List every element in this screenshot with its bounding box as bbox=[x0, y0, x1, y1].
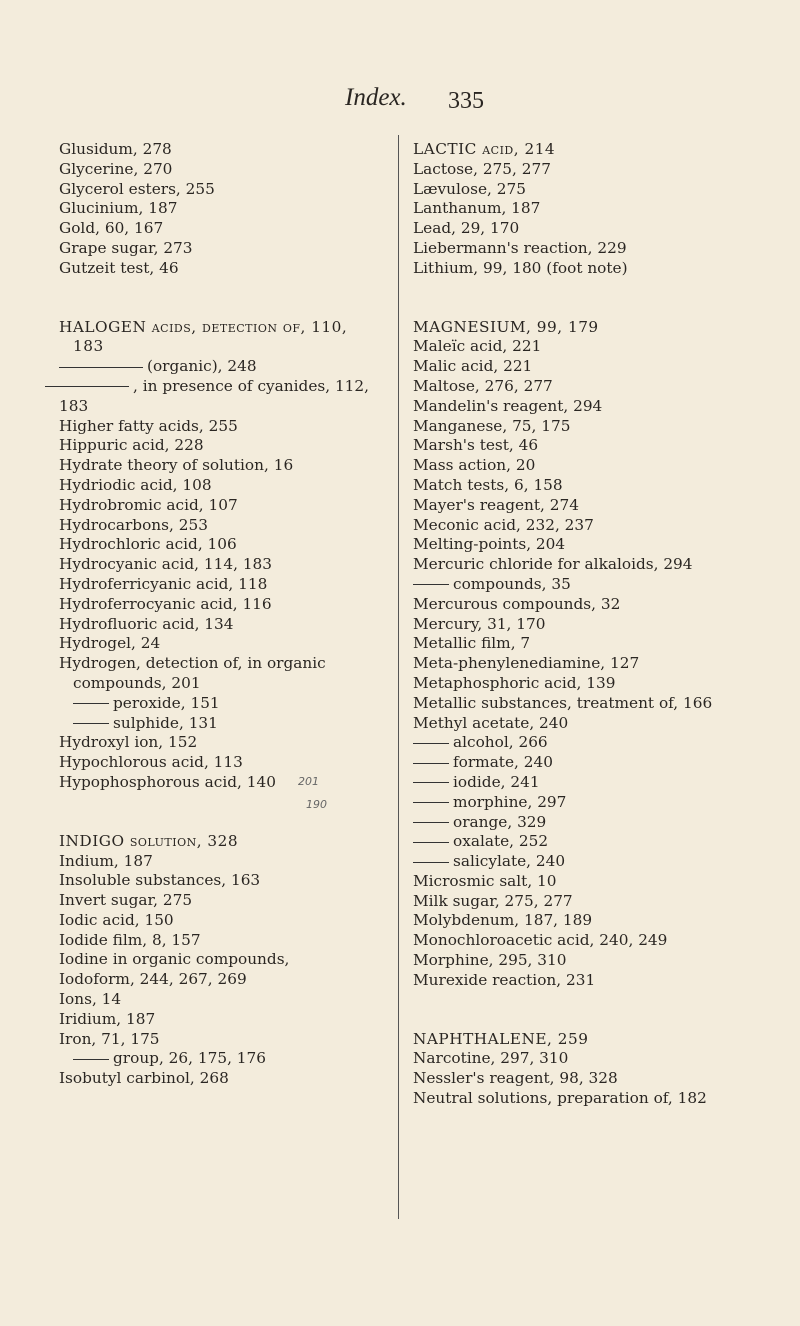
index-subentry: salicylate, 240 bbox=[413, 852, 733, 872]
index-entry: Murexide reaction, 231 bbox=[413, 970, 596, 989]
dash-icon bbox=[45, 386, 129, 387]
index-entry: Morphine, 295, 310 bbox=[413, 951, 567, 970]
index-entry: Lactose, 275, 277 bbox=[413, 159, 551, 178]
index-entry: Hydroxyl ion, 152 bbox=[59, 733, 198, 752]
page-number: 335 bbox=[448, 88, 484, 114]
index-entry: Lead, 29, 170 bbox=[413, 219, 520, 238]
dash-icon bbox=[73, 1059, 109, 1060]
index-entry: Hydroferrocyanic acid, 116 bbox=[59, 594, 272, 613]
index-entry: Match tests, 6, 158 bbox=[413, 475, 563, 494]
index-entry: Isobutyl carbinol, 268 bbox=[59, 1069, 229, 1088]
index-entry: Iodine in organic compounds, bbox=[59, 950, 290, 969]
index-entry: Mayer's reagent, 274 bbox=[413, 495, 579, 514]
index-entry: Meta-phenylenediamine, 127 bbox=[413, 654, 640, 673]
index-entry: Invert sugar, 275 bbox=[59, 891, 193, 910]
dash-icon bbox=[413, 842, 449, 843]
dash-icon bbox=[413, 743, 449, 744]
index-entry: Metaphosphoric acid, 139 bbox=[413, 673, 616, 692]
index-entry: Microsmic salt, 10 bbox=[413, 871, 557, 890]
dash-icon bbox=[73, 703, 109, 704]
index-subentry: group, 26, 175, 176 bbox=[59, 1049, 379, 1069]
index-entry: Ions, 14 bbox=[59, 990, 122, 1009]
index-entry: Monochloroacetic acid, 240, 249 bbox=[413, 931, 668, 950]
column-divider bbox=[398, 135, 399, 1219]
index-entry: Metallic substances, treatment of, 166 bbox=[413, 693, 713, 712]
index-entry: Glusidum, 278 bbox=[59, 140, 172, 158]
index-entry: Molybdenum, 187, 189 bbox=[413, 911, 593, 930]
index-entry: Higher fatty acids, 255 bbox=[59, 416, 238, 435]
index-entry: Mandelin's reagent, 294 bbox=[413, 396, 603, 415]
index-entry: LACTIC acid, 214 bbox=[413, 140, 556, 158]
index-entry: Hydrate theory of solution, 16 bbox=[59, 456, 294, 475]
index-entry: Mercurous compounds, 32 bbox=[413, 594, 621, 613]
index-entry: Hypochlorous acid, 113 bbox=[59, 753, 243, 772]
index-entry: Hippuric acid, 228 bbox=[59, 436, 204, 455]
index-subentry: morphine, 297 bbox=[413, 793, 733, 813]
index-entry: Hydroferricyanic acid, 118 bbox=[59, 574, 268, 593]
index-entry: Marsh's test, 46 bbox=[413, 436, 539, 455]
pencil-annotation: 190 bbox=[306, 798, 327, 811]
index-entry: Insoluble substances, 163 bbox=[59, 871, 261, 890]
index-entry: Methyl acetate, 240 bbox=[413, 713, 569, 732]
index-entry: HALOGEN acids, detection of, 110, 183 bbox=[59, 317, 348, 356]
dash-icon bbox=[413, 584, 449, 585]
index-entry: Grape sugar, 273 bbox=[59, 238, 193, 257]
index-entry: Hydriodic acid, 108 bbox=[59, 475, 212, 494]
dash-icon bbox=[413, 802, 449, 803]
dash-icon bbox=[413, 862, 449, 863]
index-subentry: formate, 240 bbox=[413, 753, 733, 773]
dash-icon bbox=[413, 782, 449, 783]
index-entry: Hydrocyanic acid, 114, 183 bbox=[59, 555, 273, 574]
index-subentry: peroxide, 151 bbox=[59, 694, 379, 714]
index-entry: Liebermann's reaction, 229 bbox=[413, 238, 627, 257]
index-entry: Melting-points, 204 bbox=[413, 535, 566, 554]
index-entry: Iodoform, 244, 267, 269 bbox=[59, 970, 247, 989]
dash-icon bbox=[413, 763, 449, 764]
index-subentry: alcohol, 266 bbox=[413, 733, 733, 753]
index-entry: Milk sugar, 275, 277 bbox=[413, 891, 573, 910]
index-entry: INDIGO solution, 328 bbox=[59, 831, 239, 850]
index-entry: Maleïc acid, 221 bbox=[413, 337, 542, 356]
index-entry: Lithium, 99, 180 (foot note) bbox=[413, 258, 628, 277]
index-subentry: compounds, 35 bbox=[413, 575, 733, 595]
index-entry: Glycerine, 270 bbox=[59, 159, 173, 178]
index-entry: Glycerol esters, 255 bbox=[59, 179, 215, 198]
index-entry: Hydrogen, detection of, in organic compounds, 201 bbox=[59, 654, 326, 692]
index-entry: Mercuric chloride for alkaloids, 294 bbox=[413, 555, 693, 574]
right-column bbox=[413, 140, 733, 1109]
index-entry: Gutzeit test, 46 bbox=[59, 258, 179, 277]
index-entry: Iodic acid, 150 bbox=[59, 910, 174, 929]
index-entry: Lævulose, 275 bbox=[413, 179, 526, 198]
index-entry: Hydrobromic acid, 107 bbox=[59, 495, 238, 514]
dash-icon bbox=[59, 367, 143, 368]
dash-icon bbox=[73, 723, 109, 724]
index-entry: Meconic acid, 232, 237 bbox=[413, 515, 594, 534]
index-subentry: , in presence of cyanides, 112, 183 bbox=[59, 377, 379, 417]
index-entry: Hydrocarbons, 253 bbox=[59, 515, 208, 534]
index-entry: Hypophosphorous acid, 140 bbox=[59, 772, 276, 791]
index-entry: Metallic film, 7 bbox=[413, 634, 531, 653]
index-entry: Mass action, 20 bbox=[413, 456, 536, 475]
index-entry: Iodide film, 8, 157 bbox=[59, 930, 201, 949]
index-entry: Iron, 71, 175 bbox=[59, 1029, 160, 1048]
index-entry: Indium, 187 bbox=[59, 851, 153, 870]
index-entry: Lanthanum, 187 bbox=[413, 199, 541, 218]
index-entry: Gold, 60, 167 bbox=[59, 219, 164, 238]
index-subentry: sulphide, 131 bbox=[59, 714, 379, 734]
index-entry: Glucinium, 187 bbox=[59, 199, 178, 218]
page-title: Index. bbox=[345, 84, 407, 111]
index-entry: Narcotine, 297, 310 bbox=[413, 1049, 569, 1068]
index-entry: Hydrogel, 24 bbox=[59, 634, 161, 653]
index-entry: Nessler's reagent, 98, 328 bbox=[413, 1069, 618, 1088]
index-entry: Hydrofluoric acid, 134 bbox=[59, 614, 234, 633]
left-column bbox=[59, 140, 379, 1089]
pencil-annotation: 201 bbox=[298, 775, 319, 788]
index-entry: Maltose, 276, 277 bbox=[413, 376, 553, 395]
index-entry: Manganese, 75, 175 bbox=[413, 416, 571, 435]
index-entry: NAPHTHALENE, 259 bbox=[413, 1029, 589, 1048]
index-subentry: iodide, 241 bbox=[413, 773, 733, 793]
index-entry: Hydrochloric acid, 106 bbox=[59, 535, 237, 554]
index-entry: Neutral solutions, preparation of, 182 bbox=[413, 1089, 707, 1108]
index-subentry: (organic), 248 bbox=[59, 357, 379, 377]
index-entry: Iridium, 187 bbox=[59, 1009, 156, 1028]
index-entry: MAGNESIUM, 99, 179 bbox=[413, 317, 599, 336]
index-entry: Malic acid, 221 bbox=[413, 357, 533, 376]
index-entry: Mercury, 31, 170 bbox=[413, 614, 546, 633]
dash-icon bbox=[413, 822, 449, 823]
index-subentry: orange, 329 bbox=[413, 813, 733, 833]
index-subentry: oxalate, 252 bbox=[413, 832, 733, 852]
